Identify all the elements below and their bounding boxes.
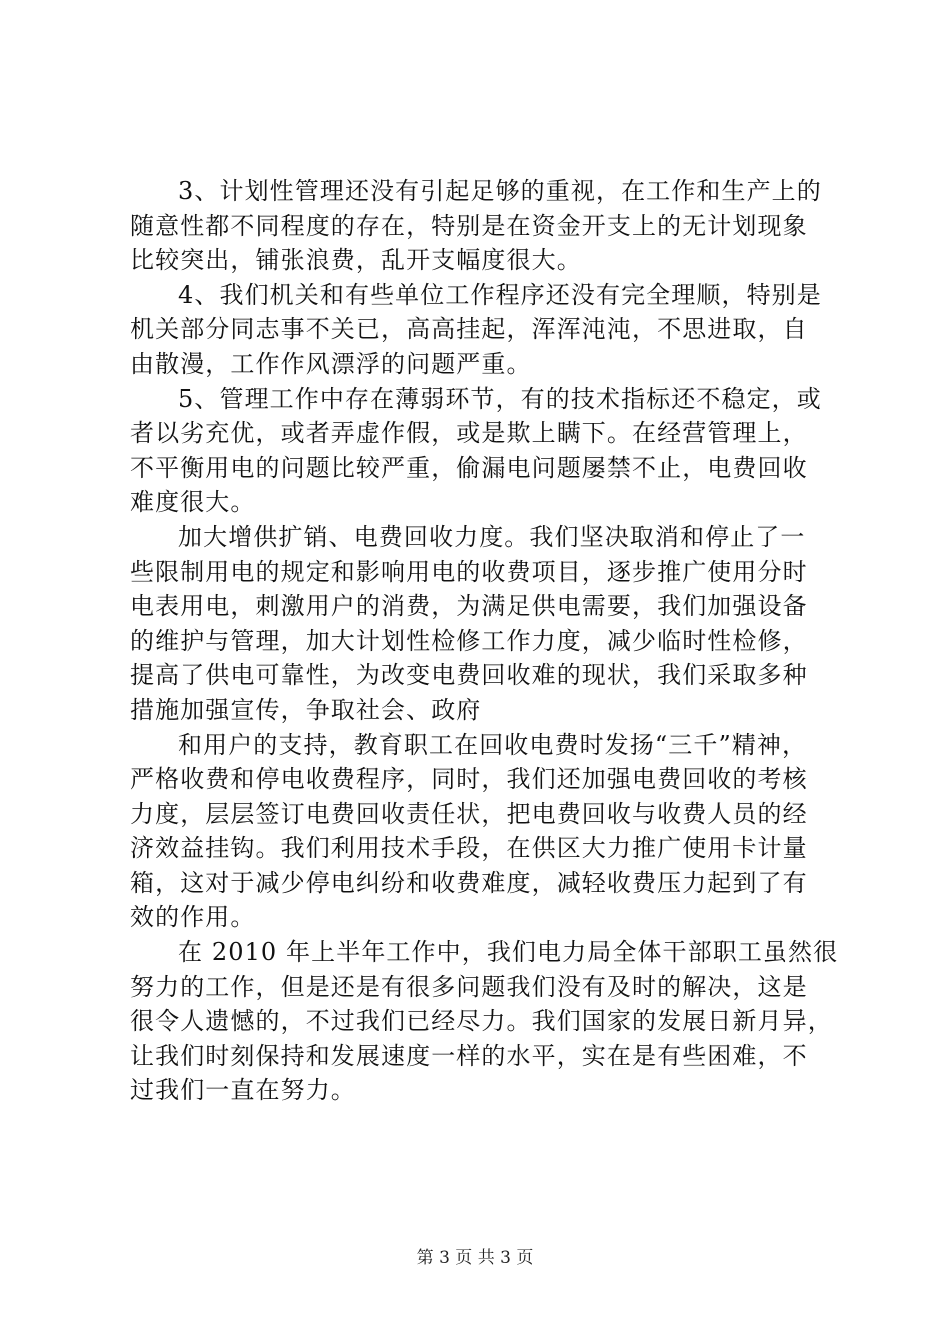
text-line: 不平衡用电的问题比较严重，偷漏电问题屡禁不止，电费回收 xyxy=(130,453,808,482)
text-line: 提高了供电可靠性，为改变电费回收难的现状，我们采取多种 xyxy=(130,661,808,690)
text-line: 些限制用电的规定和影响用电的收费项目，逐步推广使用分时 xyxy=(130,557,808,586)
text-line: 加大增供扩销、电费回收力度。我们坚决取消和停止了一 xyxy=(178,522,806,551)
text-line: 电表用电，刺激用户的消费，为满足供电需要，我们加强设备 xyxy=(130,592,808,621)
text-line: 济效益挂钩。我们利用技术手段，在供区大力推广使用卡计量 xyxy=(130,834,808,863)
text-line: 4、我们机关和有些单位工作程序还没有完全理顺，特别是 xyxy=(178,280,822,309)
text-line: 由散漫，工作作风漂浮的问题严重。 xyxy=(130,349,532,378)
text-line: 5、管理工作中存在薄弱环节，有的技术指标还不稳定，或 xyxy=(178,384,822,413)
text-line: 严格收费和停电收费程序，同时，我们还加强电费回收的考核 xyxy=(130,765,808,794)
text-line: 的维护与管理，加大计划性检修工作力度，减少临时性检修， xyxy=(130,626,808,655)
text-line: 措施加强宣传，争取社会、政府 xyxy=(130,695,482,724)
text-line: 力度，层层签订电费回收责任状，把电费回收与收费人员的经 xyxy=(130,799,808,828)
text-line: 机关部分同志事不关已，高高挂起，浑浑沌沌，不思进取，自 xyxy=(130,315,808,344)
page-number-footer: 第 3 页 共 3 页 xyxy=(416,1248,534,1268)
text-line: 者以劣充优，或者弄虚作假，或是欺上瞒下。在经营管理上， xyxy=(130,419,808,448)
text-line: 难度很大。 xyxy=(130,488,256,517)
text-line: 让我们时刻保持和发展速度一样的水平，实在是有些困难，不 xyxy=(130,1041,808,1070)
text-line: 3、计划性管理还没有引起足够的重视，在工作和生产上的 xyxy=(178,177,822,205)
document-body xyxy=(130,174,839,1108)
text-line: 随意性都不同程度的存在，特别是在资金开支上的无计划现象 xyxy=(130,211,808,240)
text-line: 比较突出，铺张浪费，乱开支幅度很大。 xyxy=(130,246,582,275)
text-line: 箱，这对于减少停电纠纷和收费难度，减轻收费压力起到了有 xyxy=(130,868,808,897)
text-line: 效的作用。 xyxy=(130,903,256,932)
text-line: 努力的工作，但是还是有很多问题我们没有及时的解决，这是 xyxy=(130,972,808,1001)
text-line: 很令人遗憾的，不过我们已经尽力。我们国家的发展日新月异， xyxy=(130,1007,833,1036)
text-line: 过我们一直在努力。 xyxy=(130,1076,356,1105)
text-line: 在 2010 年上半年工作中，我们电力局全体干部职工虽然很 xyxy=(178,938,839,967)
text-line: 和用户的支持，教育职工在回收电费时发扬“三千”精神， xyxy=(178,730,808,759)
